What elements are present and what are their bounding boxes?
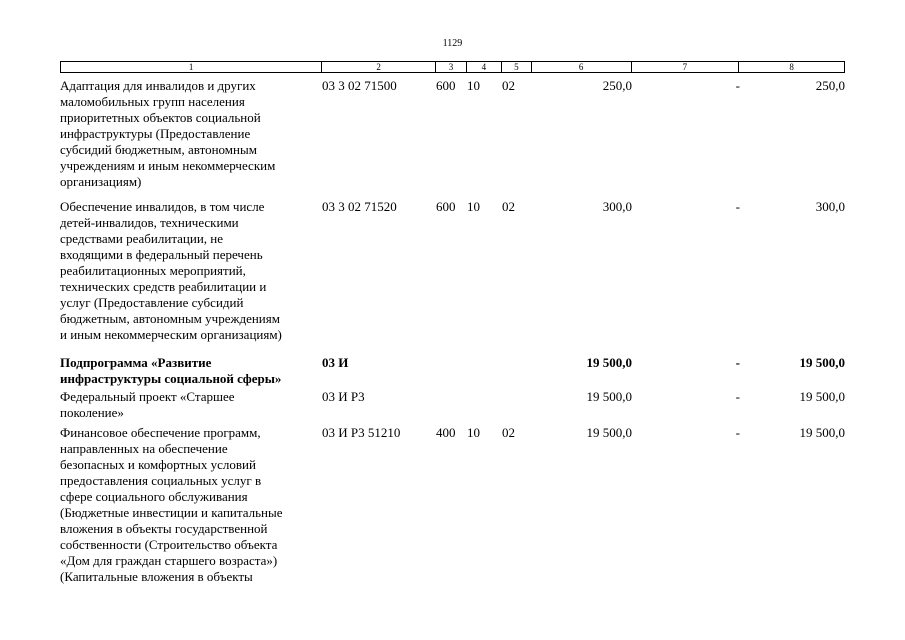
row-col-7: - bbox=[735, 199, 740, 214]
header-col-3: 3 bbox=[436, 62, 467, 72]
row-name: Адаптация для инвалидов и других маломобильных групп населения приоритетных объектов социальной инфраструктуры (Предоставление субсидий бюджетным, автономным учреждениям и иным некоммерческим организациям) bbox=[60, 78, 276, 189]
row-col-7: - bbox=[735, 425, 740, 440]
row-name: Подпрограмма «Развитие инфраструктуры социальной сферы» bbox=[60, 355, 282, 386]
header-col-4: 4 bbox=[467, 62, 502, 72]
row-col-5: 02 bbox=[502, 199, 515, 214]
row-col-6: 19 500,0 bbox=[586, 425, 632, 440]
header-col-6: 6 bbox=[532, 62, 632, 72]
row-col-7: - bbox=[735, 78, 740, 93]
row-col-3: 400 bbox=[436, 425, 456, 440]
row-col-6: 19 500,0 bbox=[586, 355, 632, 370]
header-col-8: 8 bbox=[789, 62, 794, 72]
row-col-7: - bbox=[735, 355, 740, 370]
row-code: 03 И P3 bbox=[322, 389, 365, 404]
row-col-3: 600 bbox=[436, 78, 456, 93]
row-col-6: 250,0 bbox=[602, 78, 632, 93]
row-col-5: 02 bbox=[502, 78, 515, 93]
row-col-8: 19 500,0 bbox=[799, 425, 845, 440]
row-name: Финансовое обеспечение программ, направленных на обеспечение безопасных и комфортных условий предоставления социальных услуг в сфере социального обслуживания (Бюджетные инвестиции и капитальные вложения в объекты государственной собственности (Строительство объекта «Дом для граждан старшего возраста») (Капитальные вложения в объекты bbox=[60, 425, 283, 584]
row-code: 03 И bbox=[322, 355, 349, 370]
row-code: 03 3 02 71500 bbox=[322, 78, 397, 93]
row-col-4: 10 bbox=[467, 199, 480, 214]
row-name: Обеспечение инвалидов, в том числе детей-инвалидов, техническими средствами реабилитации, не входящими в федеральный перечень реабилитационных мероприятий, технических средств реабилитации и услуг (Предоставление субсидий бюджетным, автономным учреждениям и иным некоммерческим организациям) bbox=[60, 199, 282, 342]
table-header bbox=[60, 61, 845, 73]
row-col-8: 250,0 bbox=[815, 78, 845, 93]
header-col-1: 1 bbox=[61, 62, 322, 72]
header-col-7: 7 bbox=[632, 62, 740, 72]
header-col-2: 2 bbox=[322, 62, 436, 72]
row-col-8: 19 500,0 bbox=[799, 355, 845, 370]
header-col-5: 5 bbox=[502, 62, 532, 72]
row-code: 03 И P3 51210 bbox=[322, 425, 401, 440]
row-code: 03 3 02 71520 bbox=[322, 199, 397, 214]
page-number: 1129 bbox=[442, 38, 463, 49]
row-col-7: - bbox=[735, 389, 740, 404]
row-col-8: 19 500,0 bbox=[799, 389, 845, 404]
row-col-3: 600 bbox=[436, 199, 456, 214]
row-col-8: 300,0 bbox=[815, 199, 845, 214]
row-col-6: 300,0 bbox=[602, 199, 632, 214]
row-col-6: 19 500,0 bbox=[586, 389, 632, 404]
row-col-4: 10 bbox=[467, 78, 480, 93]
row-col-4: 10 bbox=[467, 425, 480, 440]
row-col-5: 02 bbox=[502, 425, 515, 440]
row-name: Федеральный проект «Старшее поколение» bbox=[60, 389, 235, 420]
